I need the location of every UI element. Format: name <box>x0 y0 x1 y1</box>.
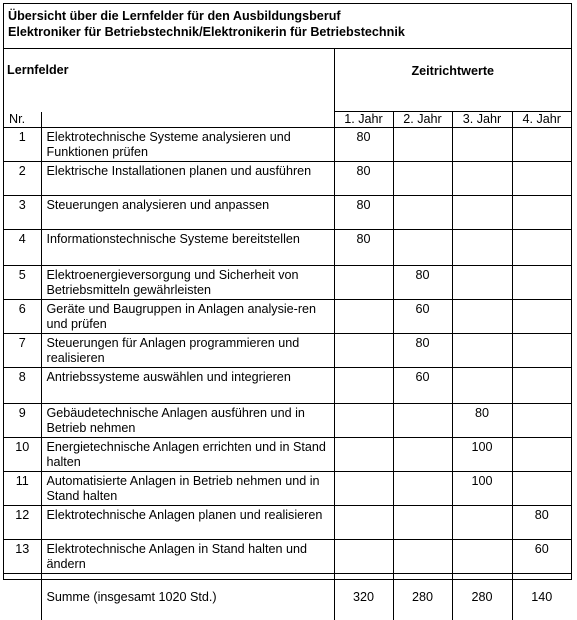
row-lernfeld-name: Elektrotechnische Anlagen in Stand halten und ändern <box>41 540 334 574</box>
row-lernfeld-name: Elektroenergieversorgung und Sicherheit von Betriebsmitteln gewährleisten <box>41 266 334 300</box>
header-lernfelder: Lernfelder <box>4 49 334 112</box>
row-year-2-value <box>393 196 452 230</box>
row-number: 6 <box>4 300 41 334</box>
summary-year-2-total: 280 <box>393 574 452 620</box>
row-number: 10 <box>4 438 41 472</box>
row-year-4-value <box>512 472 571 506</box>
summary-nr-blank <box>4 574 41 620</box>
table-row <box>4 404 571 438</box>
header-name-blank <box>41 112 334 128</box>
row-year-3-value <box>452 128 512 162</box>
table-row <box>4 368 571 404</box>
row-lernfeld-name: Automatisierte Anlagen in Betrieb nehmen und in Stand halten <box>41 472 334 506</box>
row-year-1-value <box>334 368 393 404</box>
row-year-3-value <box>452 540 512 574</box>
row-year-2-value <box>393 162 452 196</box>
title-line-1: Übersicht über die Lernfelder für den Ausbildungsberuf <box>8 9 567 25</box>
row-year-4-value <box>512 230 571 266</box>
row-year-2-value <box>393 506 452 540</box>
row-year-3-value <box>452 162 512 196</box>
table-row <box>4 266 571 300</box>
row-year-1-value <box>334 506 393 540</box>
row-lernfeld-name: Elektrotechnische Anlagen planen und realisieren <box>41 506 334 540</box>
row-lernfeld-name: Informationstechnische Systeme bereitstellen <box>41 230 334 266</box>
row-year-3-value <box>452 334 512 368</box>
summary-year-1-total: 320 <box>334 574 393 620</box>
row-year-1-value <box>334 334 393 368</box>
row-year-4-value <box>512 438 571 472</box>
row-year-2-value <box>393 438 452 472</box>
row-year-3-value: 100 <box>452 438 512 472</box>
summary-row <box>4 574 571 620</box>
row-year-1-value: 80 <box>334 162 393 196</box>
row-year-1-value <box>334 300 393 334</box>
row-year-2-value: 60 <box>393 300 452 334</box>
row-year-4-value <box>512 334 571 368</box>
row-year-3-value <box>452 300 512 334</box>
table-row <box>4 196 571 230</box>
table-row <box>4 334 571 368</box>
row-number: 13 <box>4 540 41 574</box>
row-year-4-value <box>512 266 571 300</box>
row-year-4-value <box>512 128 571 162</box>
row-year-2-value: 60 <box>393 368 452 404</box>
table-header-row <box>4 49 571 112</box>
row-year-3-value: 100 <box>452 472 512 506</box>
row-year-1-value <box>334 404 393 438</box>
row-year-2-value <box>393 230 452 266</box>
row-number: 7 <box>4 334 41 368</box>
row-year-3-value <box>452 266 512 300</box>
summary-year-4-total: 140 <box>512 574 571 620</box>
title-line-2: Elektroniker für Betriebstechnik/Elektronikerin für Betriebstechnik <box>8 25 567 41</box>
table-subheader-row <box>4 112 571 128</box>
table-row <box>4 438 571 472</box>
row-year-1-value <box>334 472 393 506</box>
header-year-1: 1. Jahr <box>334 112 393 128</box>
row-number: 1 <box>4 128 41 162</box>
table-row <box>4 472 571 506</box>
table-row <box>4 230 571 266</box>
row-year-2-value: 80 <box>393 334 452 368</box>
row-lernfeld-name: Geräte und Baugruppen in Anlagen analysie-ren und prüfen <box>41 300 334 334</box>
header-year-4: 4. Jahr <box>512 112 571 128</box>
row-year-1-value: 80 <box>334 230 393 266</box>
row-year-3-value <box>452 506 512 540</box>
row-year-1-value: 80 <box>334 128 393 162</box>
row-year-4-value <box>512 368 571 404</box>
row-number: 9 <box>4 404 41 438</box>
row-year-3-value <box>452 368 512 404</box>
row-year-1-value <box>334 438 393 472</box>
lernfelder-table <box>4 49 571 620</box>
row-lernfeld-name: Steuerungen analysieren und anpassen <box>41 196 334 230</box>
row-year-1-value <box>334 540 393 574</box>
row-year-4-value <box>512 300 571 334</box>
row-number: 8 <box>4 368 41 404</box>
row-number: 12 <box>4 506 41 540</box>
row-number: 2 <box>4 162 41 196</box>
row-number: 5 <box>4 266 41 300</box>
row-year-3-value <box>452 230 512 266</box>
row-year-2-value: 80 <box>393 266 452 300</box>
table-row <box>4 162 571 196</box>
summary-label: Summe (insgesamt 1020 Std.) <box>41 574 334 620</box>
table-row <box>4 540 571 574</box>
row-lernfeld-name: Elektrotechnische Systeme analysieren und Funktionen prüfen <box>41 128 334 162</box>
summary-year-3-total: 280 <box>452 574 512 620</box>
row-number: 3 <box>4 196 41 230</box>
row-number: 11 <box>4 472 41 506</box>
header-year-3: 3. Jahr <box>452 112 512 128</box>
header-zeitrichtwerte: Zeitrichtwerte <box>334 49 571 112</box>
row-year-2-value <box>393 472 452 506</box>
row-year-4-value <box>512 196 571 230</box>
table-row <box>4 506 571 540</box>
row-year-3-value: 80 <box>452 404 512 438</box>
table-row <box>4 300 571 334</box>
row-year-2-value <box>393 128 452 162</box>
row-year-4-value <box>512 162 571 196</box>
header-year-2: 2. Jahr <box>393 112 452 128</box>
document-frame <box>3 3 572 580</box>
row-number: 4 <box>4 230 41 266</box>
row-year-4-value: 80 <box>512 506 571 540</box>
row-year-4-value <box>512 404 571 438</box>
row-lernfeld-name: Elektrische Installationen planen und ausführen <box>41 162 334 196</box>
row-year-1-value: 80 <box>334 196 393 230</box>
table-row <box>4 128 571 162</box>
row-year-3-value <box>452 196 512 230</box>
row-year-2-value <box>393 540 452 574</box>
row-lernfeld-name: Antriebssysteme auswählen und integrieren <box>41 368 334 404</box>
header-nr: Nr. <box>4 112 41 128</box>
row-lernfeld-name: Steuerungen für Anlagen programmieren und realisieren <box>41 334 334 368</box>
row-lernfeld-name: Energietechnische Anlagen errichten und in Stand halten <box>41 438 334 472</box>
row-year-4-value: 60 <box>512 540 571 574</box>
row-lernfeld-name: Gebäudetechnische Anlagen ausführen und in Betrieb nehmen <box>41 404 334 438</box>
row-year-1-value <box>334 266 393 300</box>
document-title <box>4 4 571 49</box>
row-year-2-value <box>393 404 452 438</box>
